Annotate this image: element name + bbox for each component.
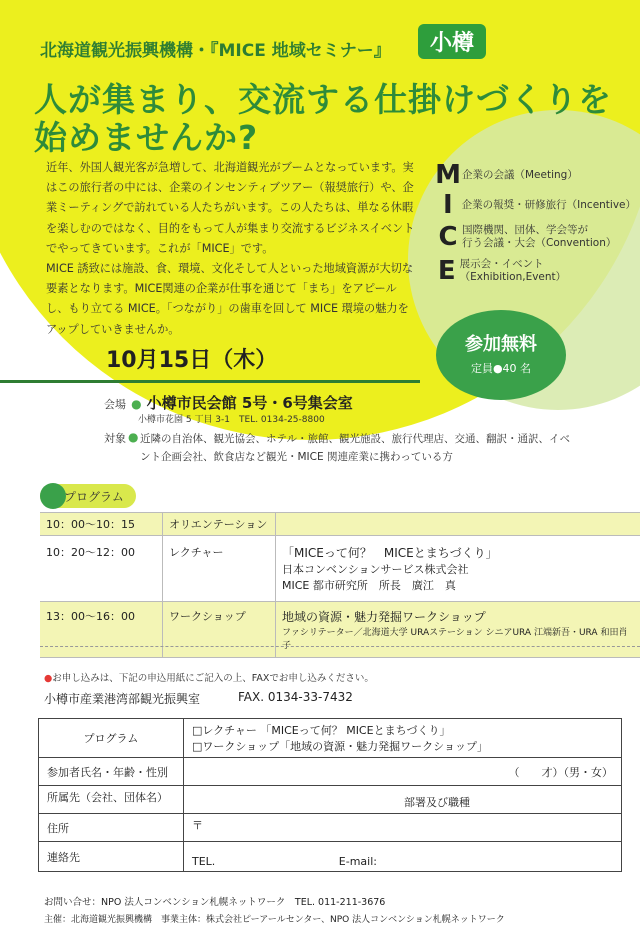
headline-line-2: 始めませんか? bbox=[34, 118, 259, 157]
mice-item-c bbox=[434, 222, 616, 252]
fax-number: FAX. 0134-33-7432 bbox=[238, 690, 353, 704]
venue-label: 会場 bbox=[104, 398, 126, 411]
divider-line bbox=[0, 380, 420, 383]
application-note-text: お申し込みは、下記の申込用紙にご記入の上、FAXでお申し込みください。 bbox=[52, 673, 374, 684]
form-row-name bbox=[39, 758, 622, 786]
target-text: 近隣の自治体、観光協会、ホテル・旅館、観光施設、旅行代理店、交通、翻訳・通訳、イベント企画会社、飲食店など観光・MICE 関連産業に携わっている方 bbox=[140, 433, 570, 463]
program-time: 13：00〜16：00 bbox=[40, 602, 163, 658]
form-label: 連絡先 bbox=[39, 842, 184, 872]
mice-letter: E bbox=[437, 256, 456, 286]
intro-paragraph-2: MICE 誘致には施設、食、環境、文化そして人といった地域資源が大切な要素となります。MICE関連の企業が仕事を通じて「まち」をアピールし、もり立てる MICE。「つながり」の歯車を回して MICE 環境の魅力をアップしていきませんか。 bbox=[46, 262, 414, 336]
form-label: 所属先（会社、団体名） bbox=[39, 786, 184, 814]
mice-letter: I bbox=[442, 190, 453, 220]
note-bullet-icon: ● bbox=[44, 673, 53, 684]
age-sex-hint: （ 才）（男・女） bbox=[508, 765, 613, 779]
form-row-contact bbox=[39, 842, 622, 872]
office-name: 小樽市産業港湾部観光振興室 bbox=[44, 692, 201, 706]
venue-row bbox=[104, 392, 353, 413]
address-field[interactable] bbox=[184, 814, 622, 842]
form-row-address bbox=[39, 814, 622, 842]
mice-item-m bbox=[434, 160, 578, 190]
mice-description: 企業の報奨・研修旅行（Incentive） bbox=[461, 198, 637, 211]
application-form bbox=[38, 718, 622, 872]
program-row bbox=[40, 602, 640, 658]
program-row bbox=[40, 513, 640, 536]
lecture-checkbox[interactable]: □レクチャー 「MICEって何？ MICEとまちづくり」 bbox=[192, 724, 451, 737]
free-admission-title: 参加無料 bbox=[465, 334, 537, 355]
event-date: 10月15日（木） bbox=[106, 348, 278, 373]
mice-letter: M bbox=[435, 160, 461, 190]
organizer-info: 主催：北海道観光振興機構 事業主体：株式会社ピーアールセンター、NPO 法人コンベンション札幌ネットワーク bbox=[44, 915, 505, 925]
mice-item-i bbox=[434, 190, 637, 220]
mice-description: 企業の会議（Meeting） bbox=[462, 168, 578, 181]
organization-field[interactable] bbox=[184, 786, 622, 814]
capacity-text: 定員●40 名 bbox=[470, 362, 532, 375]
program-title: 「MICEって何？ MICEとまちづくり」 bbox=[282, 546, 498, 560]
tel-label: TEL. bbox=[192, 855, 216, 868]
program-heading-dot bbox=[40, 483, 66, 509]
application-note bbox=[44, 670, 374, 684]
mice-letter: C bbox=[438, 222, 458, 252]
form-label: プログラム bbox=[39, 719, 184, 758]
venue-name: 小樽市民会館 5号・6号集会室 bbox=[146, 394, 353, 412]
form-label: 参加者氏名・年齢・性別 bbox=[39, 758, 184, 786]
city-badge: 小樽 bbox=[418, 24, 486, 59]
form-row-program bbox=[39, 719, 622, 758]
bullet-dot-icon: ● bbox=[131, 397, 142, 411]
email-label: E-mail: bbox=[338, 855, 377, 868]
program-content bbox=[276, 602, 640, 658]
program-table bbox=[40, 512, 640, 658]
program-org: 日本コンベンションサービス株式会社 bbox=[282, 563, 469, 576]
form-row-org bbox=[39, 786, 622, 814]
cut-line bbox=[40, 646, 640, 647]
program-row bbox=[40, 536, 640, 602]
program-kind: レクチャー bbox=[163, 536, 276, 602]
postal-mark: 〒 bbox=[192, 819, 203, 832]
form-label: 住所 bbox=[39, 814, 184, 842]
program-choice-cell[interactable] bbox=[184, 719, 622, 758]
target-label: 対象 bbox=[104, 432, 126, 445]
program-time: 10：20〜12：00 bbox=[40, 536, 163, 602]
mice-description: 展示会・イベント（Exhibition,Event） bbox=[459, 258, 567, 283]
venue-address: 小樽市花園 5 丁目 3-1 TEL. 0134-25-8800 bbox=[138, 415, 325, 425]
series-title: 北海道観光振興機構・『MICE 地域セミナー』 bbox=[40, 41, 391, 61]
program-heading: プログラム bbox=[64, 490, 124, 504]
program-title: 地域の資源・魅力発掘ワークショップ bbox=[282, 610, 486, 624]
program-speaker: MICE 都市研究所 所長 廣江 真 bbox=[282, 579, 456, 592]
program-kind: オリエンテーション bbox=[163, 513, 276, 536]
inquiry-info: お問い合せ：NPO 法人コンベンション札幌ネットワーク TEL. 011-211-3676 bbox=[44, 897, 386, 908]
program-kind: ワークショップ bbox=[163, 602, 276, 658]
free-admission-badge bbox=[436, 310, 566, 400]
mice-item-e bbox=[434, 256, 634, 286]
department-label: 部署及び職種 bbox=[404, 796, 470, 809]
name-field[interactable] bbox=[184, 758, 622, 786]
headline-line-1: 人が集まり、交流する仕掛けづくりを bbox=[34, 80, 612, 119]
program-time: 10：00〜10：15 bbox=[40, 513, 163, 536]
program-content bbox=[276, 513, 640, 536]
bullet-dot-icon: ● bbox=[128, 430, 139, 444]
workshop-checkbox[interactable]: □ワークショップ「地域の資源・魅力発掘ワークショップ」 bbox=[192, 740, 488, 753]
intro-paragraph-1: 近年、外国人観光客が急増して、北海道観光がブームとなっています。実はこの旅行者の中には、企業のインセンティブツアー（報奨旅行）や、企業ミーティングで訪れている人たちがいます。この人たちは、単なる休暇を楽しむのではなく、目的をもって人が集まり交流するビジネスイベントでやってきています。これが「MICE」です。 bbox=[46, 161, 415, 255]
program-content bbox=[276, 536, 640, 602]
intro-text bbox=[46, 158, 418, 340]
program-facilitator: ファシリテーター／北海道大学 URAステーション シニアURA 江端新吾・URA 和田肖子 bbox=[282, 628, 628, 651]
contact-field[interactable] bbox=[184, 842, 622, 872]
mice-description: 国際機関、団体、学会等が 行う会議・大会（Convention） bbox=[462, 224, 617, 249]
